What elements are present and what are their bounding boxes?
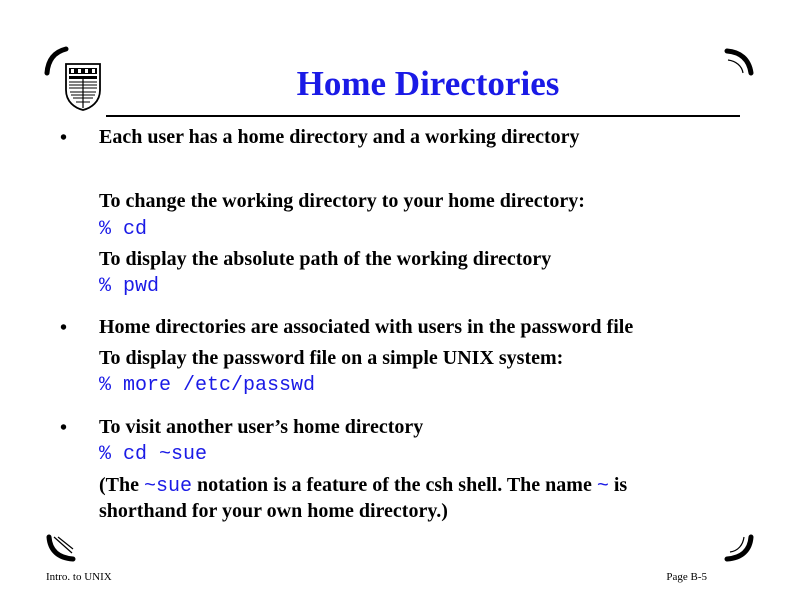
- note-code-tilde: ~: [596, 475, 609, 498]
- bullet-3-command-1: % cd ~sue: [99, 443, 208, 466]
- note-text: notation is a feature of the csh shell. The name: [192, 474, 597, 496]
- page-title: Home Directories: [296, 64, 560, 103]
- bullet-marker: •: [60, 317, 68, 339]
- title-divider: [106, 115, 740, 117]
- note-code-sue: ~sue: [144, 475, 193, 498]
- bullet-3-text: To visit another user’s home directory: [99, 416, 424, 438]
- bullet-marker: •: [60, 127, 68, 149]
- bullet-2-command-1: % more /etc/passwd: [99, 374, 316, 397]
- bullet-1-text: Each user has a home directory and a working directory: [99, 126, 580, 148]
- bullet-3-note-line-2: shorthand for your own home directory.): [99, 500, 448, 522]
- bullet-2-subtext-1: To display the password file on a simple UNIX system:: [99, 347, 564, 369]
- bullet-1-command-2: % pwd: [99, 275, 160, 298]
- bullet-1-command-1: % cd: [99, 218, 148, 241]
- corner-mark-bottom-left: [46, 533, 76, 563]
- corner-mark-bottom-right: [724, 533, 754, 563]
- bullet-1-subtext-2: To display the absolute path of the working directory: [99, 248, 552, 270]
- note-text: (The: [99, 474, 144, 496]
- bullet-marker: •: [60, 417, 68, 439]
- footer-page-number: Page B-5: [666, 571, 707, 583]
- bullet-1-subtext-1: To change the working directory to your home directory:: [99, 190, 585, 212]
- bullet-3-note-line-1: [99, 475, 627, 497]
- bullet-2-text: Home directories are associated with users in the password file: [99, 316, 634, 338]
- note-text: is: [608, 474, 628, 496]
- footer-course-name: Intro. to UNIX: [46, 571, 112, 583]
